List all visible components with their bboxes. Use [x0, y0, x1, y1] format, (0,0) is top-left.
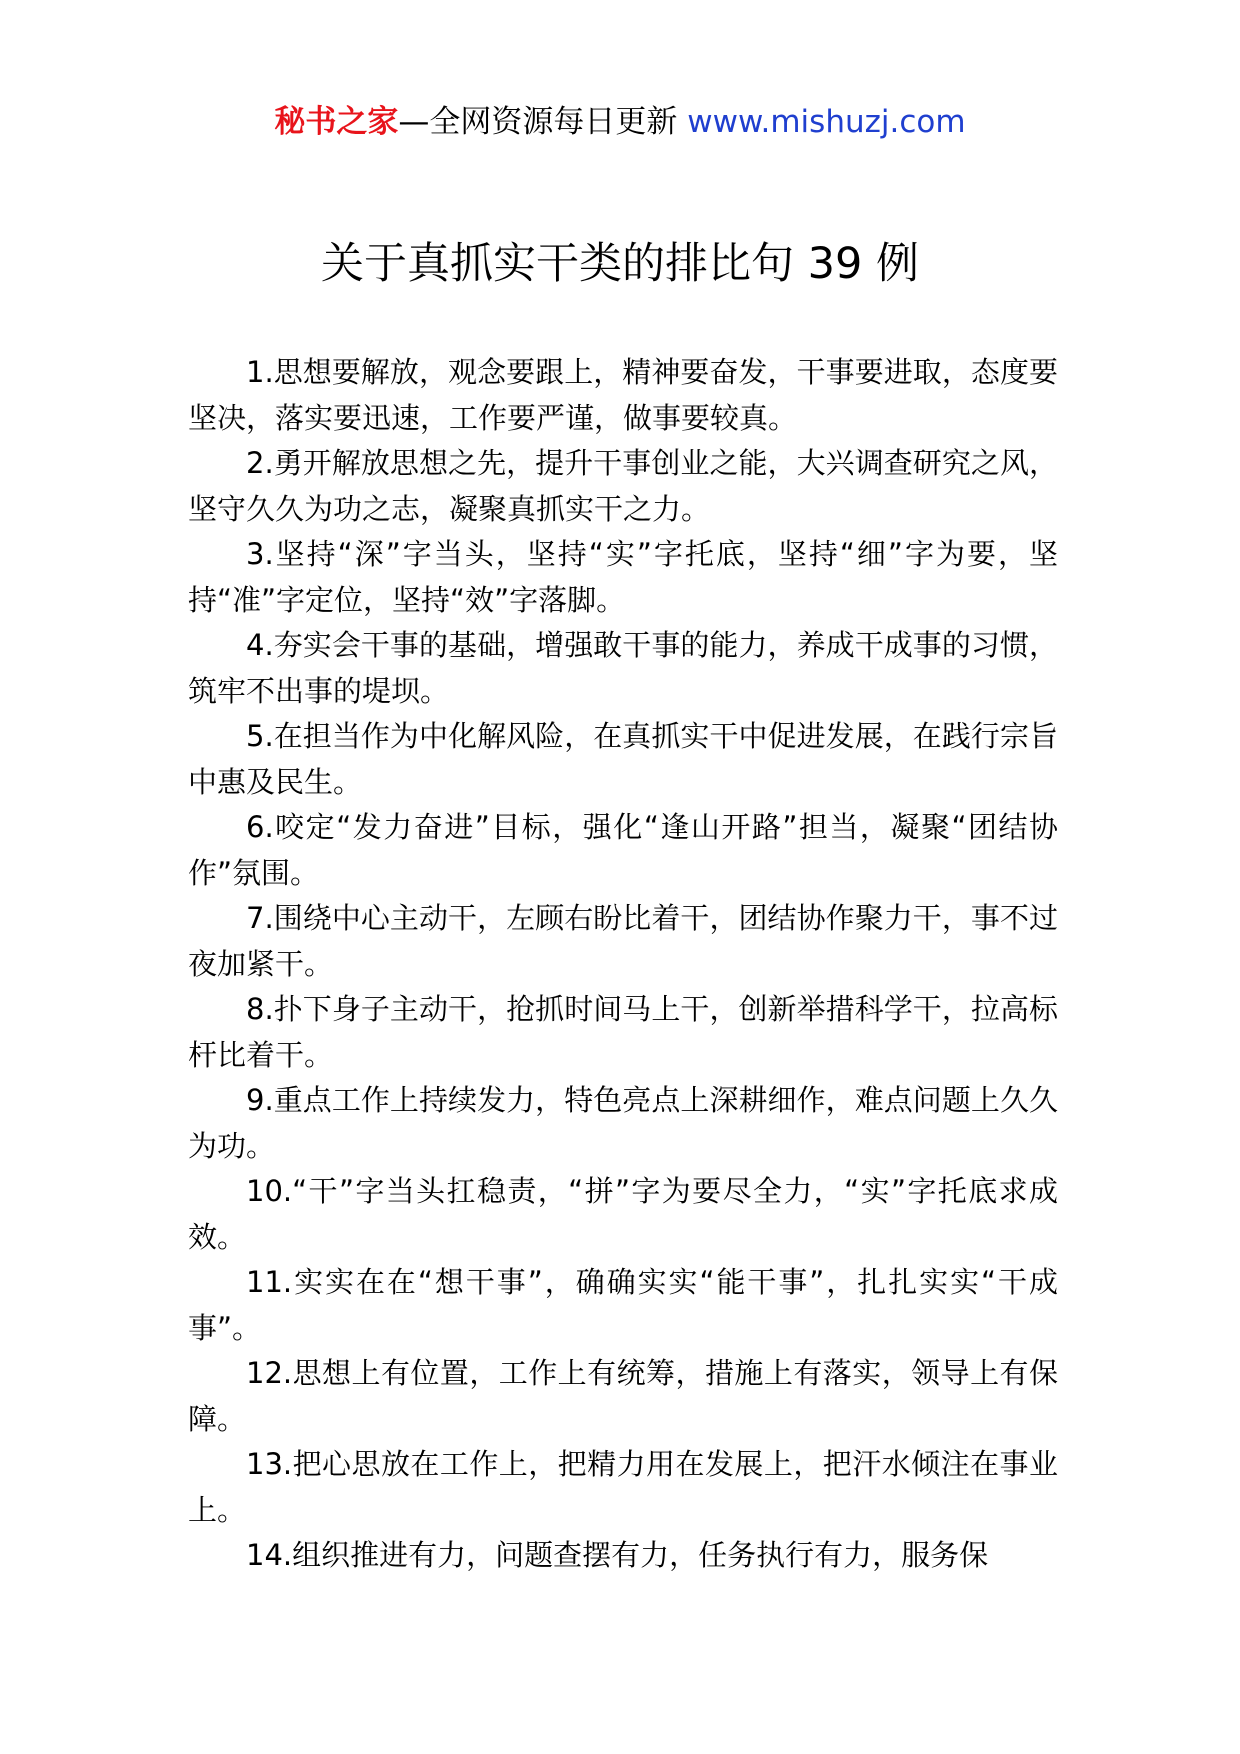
paragraph: 8.扑下身子主动干，抢抓时间马上干，创新举措科学干，拉高标杆比着干。: [188, 992, 1058, 1072]
paragraph: 4.夯实会干事的基础，增强敢干事的能力，养成干成事的习惯，筑牢不出事的堤坝。: [188, 628, 1058, 708]
paragraph: 14.组织推进有力，问题查摆有力，任务执行有力，服务保: [246, 1538, 989, 1572]
paragraph: 9.重点工作上持续发力，特色亮点上深耕细作，难点问题上久久为功。: [188, 1083, 1058, 1163]
paragraph: 3.坚持“深”字当头，坚持“实”字托底，坚持“细”字为要，坚持“准”字定位，坚持“效”字落脚。: [188, 537, 1058, 617]
document-title: 关于真抓实干类的排比句 39 例: [320, 239, 920, 289]
paragraph: 2.勇开解放思想之先，提升干事创业之能，大兴调查研究之风，坚守久久为功之志，凝聚真抓实干之力。: [188, 446, 1058, 526]
site-url-link[interactable]: www.mishuzj.com: [687, 104, 966, 140]
paragraph: 1.思想要解放，观念要跟上，精神要奋发，干事要进取，态度要坚决，落实要迅速，工作要严谨，做事要较真。: [188, 355, 1058, 435]
paragraph: 5.在担当作为中化解风险，在真抓实干中促进发展，在践行宗旨中惠及民生。: [188, 719, 1058, 799]
site-header: [0, 100, 1240, 144]
paragraph: 13.把心思放在工作上，把精力用在发展上，把汗水倾注在事业上。: [188, 1447, 1058, 1527]
paragraph: 11.实实在在“想干事”，确确实实“能干事”，扎扎实实“干成事”。: [188, 1265, 1058, 1345]
paragraph: 7.围绕中心主动干，左顾右盼比着干，团结协作聚力干，事不过夜加紧干。: [188, 901, 1058, 981]
document-body: [188, 350, 1058, 1579]
paragraph: 10.“干”字当头扛稳责，“拼”字为要尽全力，“实”字托底求成效。: [188, 1174, 1058, 1254]
paragraph: 6.咬定“发力奋进”目标，强化“逢山开路”担当，凝聚“团结协作”氛围。: [188, 810, 1058, 890]
header-tagline: —全网资源每日更新: [398, 104, 688, 140]
brand-name: 秘书之家: [274, 104, 399, 140]
paragraph: 12.思想上有位置，工作上有统筹，措施上有落实，领导上有保障。: [188, 1356, 1058, 1436]
